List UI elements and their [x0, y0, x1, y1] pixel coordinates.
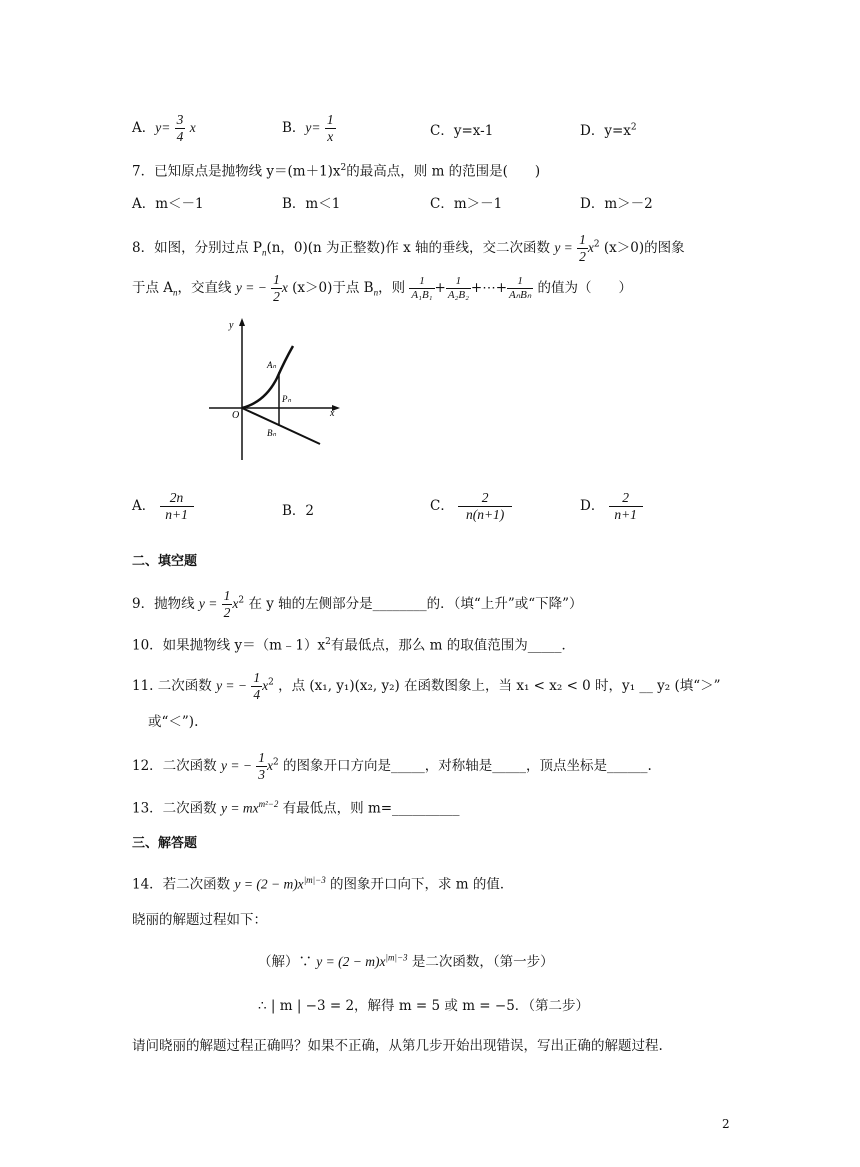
section-2-title: 二、填空题: [132, 554, 198, 569]
q8-graph-line: [242, 408, 320, 444]
section-3-title: 三、解答题: [132, 836, 198, 851]
page-number: 2: [722, 1117, 730, 1131]
q6-option-a: A．y= $\frac{3}{4}$ x: [132, 112, 196, 144]
q8-sum-term2: $\frac{1}{\text{A₂B₂}}$: [447, 275, 469, 301]
q11-fraction: $\frac{1}{4}$: [253, 670, 261, 702]
q7-option-b: B．m＜1: [282, 196, 341, 212]
q8-option-c: C． $\frac{2}{n(n+1)}$: [430, 490, 512, 523]
q8-graph-label-o: O: [232, 410, 240, 421]
q8-option-d: D． $\frac{2}{n+1}$: [580, 490, 643, 523]
q6-a-fraction: $\frac{3}{4}$: [176, 112, 184, 144]
q8-sum-term1: $\frac{1}{\text{A₁B₁}}$: [411, 275, 433, 301]
q8-func1-fraction: $\frac{1}{2}$: [579, 232, 586, 264]
q14-stem: 14．若二次函数 $y = (2 - m)x^{|m|-3}$ 的图象开口向下，求 m 的值．: [132, 875, 514, 893]
q6-option-c: C．y=x-1: [430, 123, 494, 139]
q14-step1: （解）∵ $y = (2 - m)x^{|m|-3}$ 是二次函数，（第一步）: [258, 952, 554, 970]
q7-option-a: A．m＜－1: [132, 196, 204, 212]
q9: 9．抛物线 y = $\frac{1}{2}$ $x^2$ 在 y 轴的左侧部分是________的．（填“上升”或“下降”）: [132, 588, 583, 620]
q12: 12．二次函数 y = − $\frac{1}{3}$ $x^2$ 的图象开口方向是_____，对称轴是_____，顶点坐标是______.: [132, 750, 652, 782]
q13: 13．二次函数 $y = mx^{m^2-2}$ 有最低点，则 m=__________: [132, 799, 460, 817]
q10: 10．如果抛物线 $y=(m﹣1)x^2$有最低点，那么 m 的取值范围为_____．: [132, 637, 575, 654]
q8-c-fraction: $\frac{2}{n(n+1)}$: [458, 490, 512, 523]
q6-b-fraction: $\frac{1}{x}$: [326, 112, 334, 144]
q8-graph-label-bn: Bₙ: [267, 428, 277, 438]
q6-option-b: B．y= $\frac{1}{x}$: [282, 112, 334, 144]
q7-option-d: D．m＞－2: [580, 196, 653, 212]
q7-option-c: C．m＞－1: [430, 196, 503, 212]
q9-fraction: $\frac{1}{2}$: [223, 588, 231, 620]
q14-question: 请问晓丽的解题过程正确吗？如果不正确，从第几步开始出现错误，写出正确的解题过程.: [132, 1038, 663, 1054]
q8-option-b: B．2: [282, 503, 315, 519]
q8-graph-label-pn: Pₙ: [282, 394, 292, 404]
q8-d-fraction: $\frac{2}{n+1}$: [609, 490, 643, 523]
q8-graph-label-x: x: [330, 408, 335, 419]
q12-fraction: $\frac{1}{3}$: [258, 750, 265, 782]
q8-a-fraction: $\frac{2n}{n+1}$: [160, 490, 194, 523]
q8-graph-label-an: Aₙ: [267, 360, 277, 370]
q11: 11. 二次函数 y = − $\frac{1}{4}$ $x^2$ ，点 (x₁, y₁)(x₂, y₂) 在函数图象上，当 x₁ < x₂ < 0 时，y₁ __ y₂ (填“＞”: [132, 670, 721, 702]
q11-line2: 或“＜”).: [148, 714, 199, 730]
q8-sum-termn: $\frac{1}{\text{AₙBₙ}}$: [509, 275, 532, 301]
q8-graph: [205, 318, 345, 464]
q8-stem-line1: 8．如图，分别过点 $P_n(n$，0)(n 为正整数)作 x 轴的垂线，交二次函数 y = $\frac{1}{2}$ $x^2$ (x＞0)的图象: [132, 232, 685, 264]
q8-func2-fraction: $\frac{1}{2}$: [273, 272, 280, 304]
q14-step2: ∴ | m | −3 = 2，解得 m = 5 或 m = −5．（第二步）: [258, 998, 590, 1014]
q8-option-a: A． $\frac{2n}{n+1}$: [132, 490, 194, 523]
q8-stem-line2: 于点 $A_n$，交直线 y = − $\frac{1}{2}$ x (x＞0)于点 $B_n$，则 $\frac{1}{\text{A₁B₁}}$ + $\frac{1}{\text{A₂B₂}}$ +⋯+ $\frac{1}{\text{AₙBₙ}}$ 的值为（ ）: [132, 272, 633, 304]
q7-stem: 7．已知原点是抛物线 $y=(m+1)x^2$的最高点，则 m 的范围是( ): [132, 163, 541, 180]
q8-graph-label-y: y: [229, 320, 234, 331]
q14-line2: 晓丽的解题过程如下：: [132, 912, 267, 928]
q6-option-d: D．$y=x^2$: [580, 122, 637, 139]
